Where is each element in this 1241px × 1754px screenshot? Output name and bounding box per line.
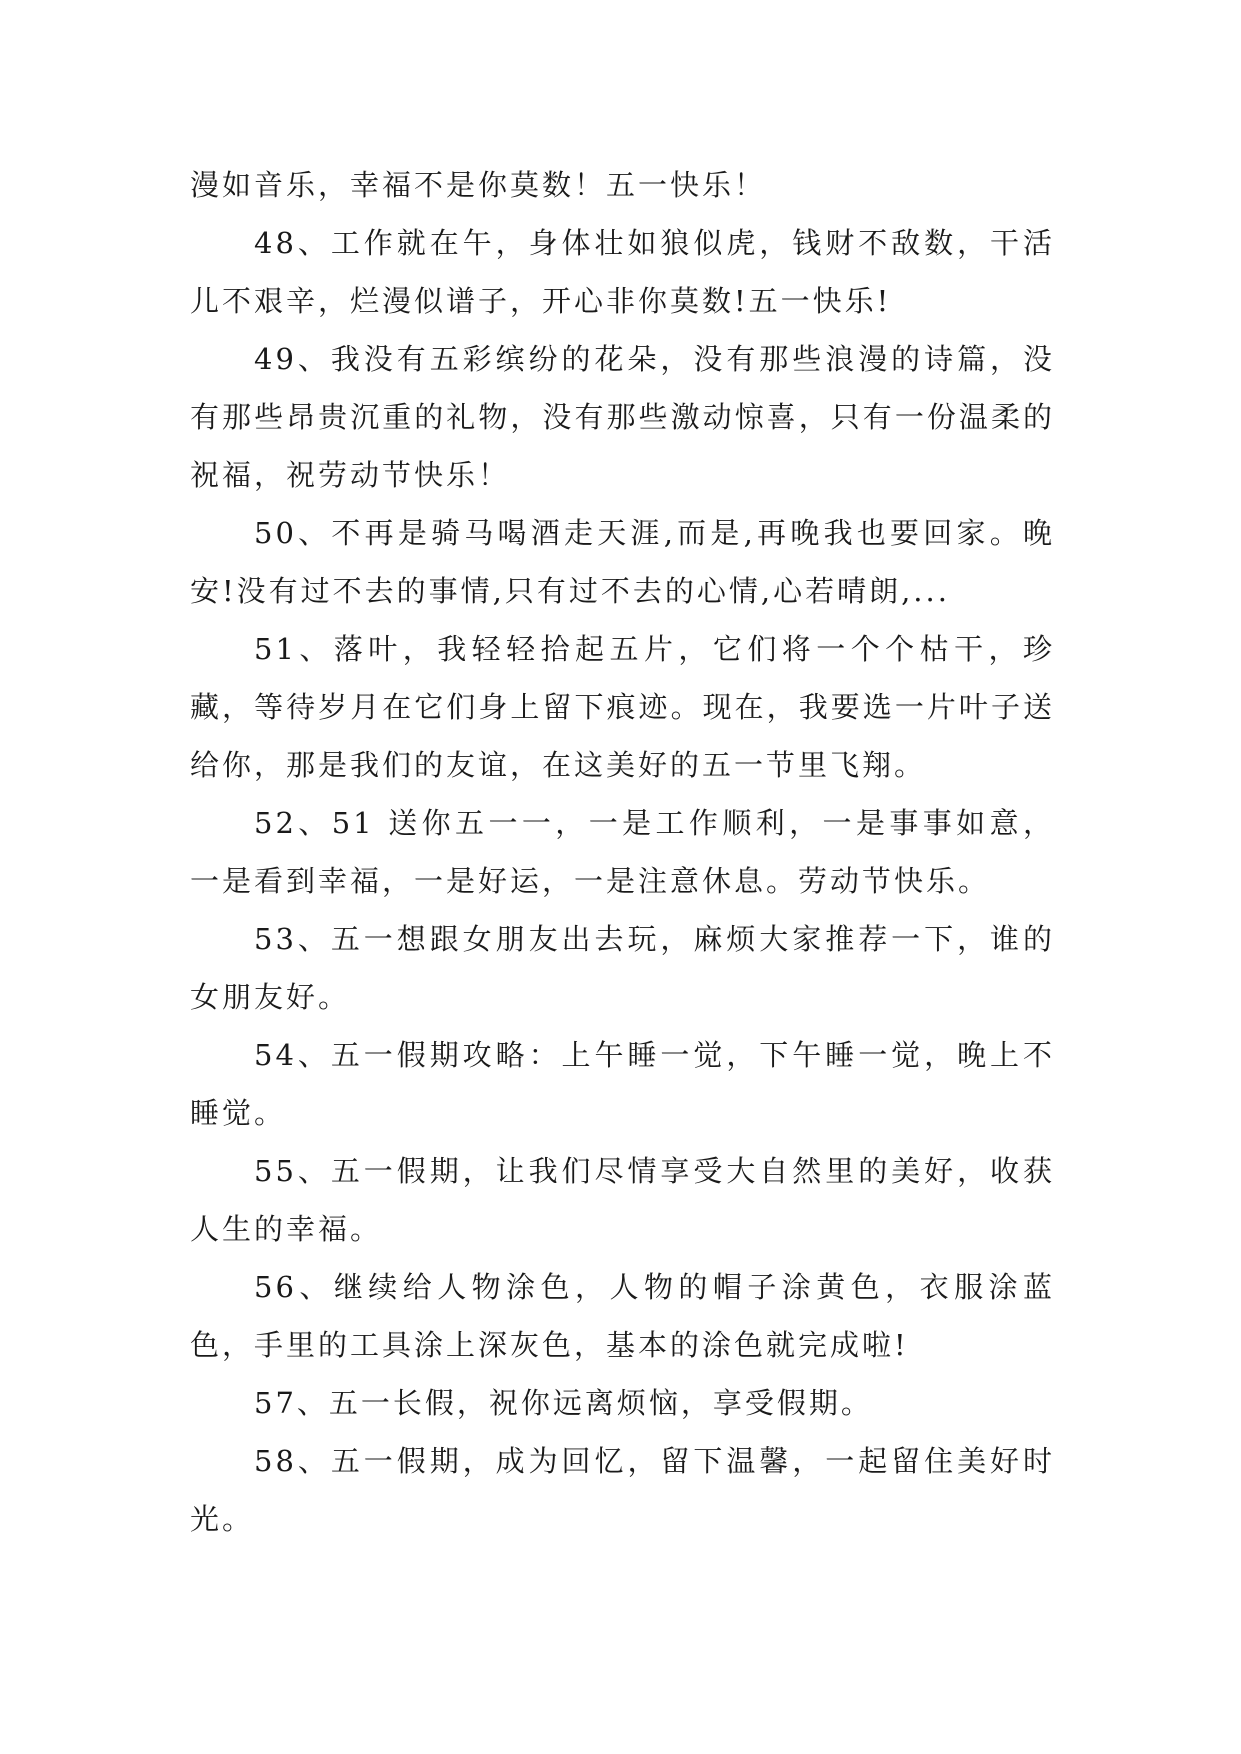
paragraph-48: 48、工作就在午，身体壮如狼似虎，钱财不敌数，干活儿不艰辛，烂漫似谱子，开心非你莫数!五一快乐!: [190, 226, 1055, 318]
paragraph-52: 52、51 送你五一一，一是工作顺利，一是事事如意，一是看到幸福，一是好运，一是注意休息。劳动节快乐。: [190, 806, 1055, 898]
paragraph-58: 58、五一假期，成为回忆，留下温馨，一起留住美好时光。: [190, 1444, 1055, 1536]
paragraph-56: 56、继续给人物涂色，人物的帽子涂黄色，衣服涂蓝色，手里的工具涂上深灰色，基本的涂色就完成啦!: [190, 1270, 1055, 1362]
paragraph-53: 53、五一想跟女朋友出去玩，麻烦大家推荐一下，谁的女朋友好。: [190, 922, 1055, 1014]
document-body: [190, 156, 1055, 1548]
paragraph-57: 57、五一长假，祝你远离烦恼，享受假期。: [254, 1386, 873, 1420]
paragraph-54: 54、五一假期攻略：上午睡一觉，下午睡一觉，晚上不睡觉。: [190, 1038, 1055, 1130]
paragraph-55: 55、五一假期，让我们尽情享受大自然里的美好，收获人生的幸福。: [190, 1154, 1055, 1246]
paragraph-49: 49、我没有五彩缤纷的花朵，没有那些浪漫的诗篇，没有那些昂贵沉重的礼物，没有那些激动惊喜，只有一份温柔的祝福，祝劳动节快乐！: [190, 342, 1055, 492]
paragraph-continuation: 漫如音乐，幸福不是你莫数！五一快乐！: [190, 168, 767, 202]
paragraph-50: 50、不再是骑马喝酒走天涯,而是,再晚我也要回家。晚安!没有过不去的事情,只有过不去的心情,心若晴朗,...: [190, 516, 1055, 608]
paragraph-51: 51、落叶，我轻轻拾起五片，它们将一个个枯干，珍藏，等待岁月在它们身上留下痕迹。现在，我要选一片叶子送给你，那是我们的友谊，在这美好的五一节里飞翔。: [190, 632, 1055, 782]
